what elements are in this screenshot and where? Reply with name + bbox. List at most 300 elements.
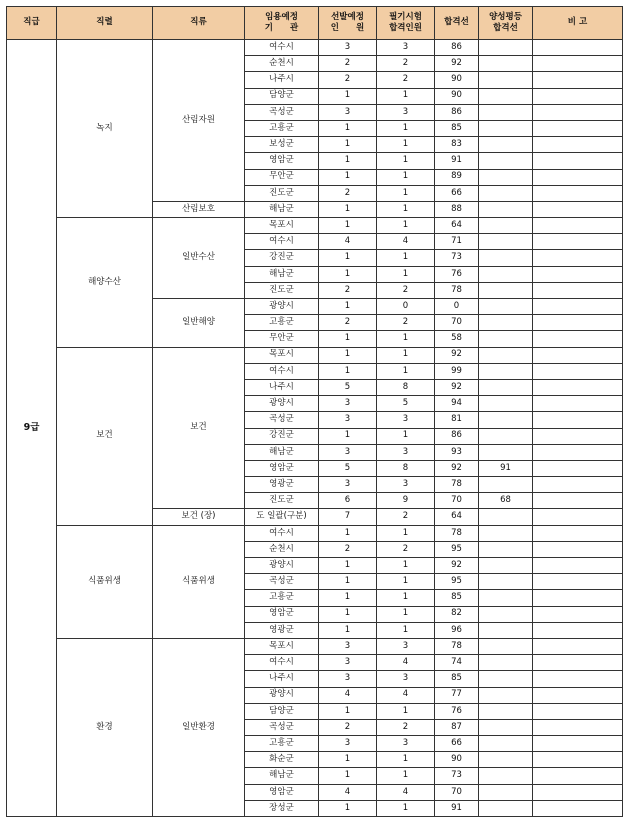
agency-cell: 목포시 bbox=[245, 638, 319, 654]
passed-count-cell: 3 bbox=[377, 477, 435, 493]
gender-equality-cutoff-cell bbox=[479, 655, 533, 671]
gender-equality-cutoff-cell bbox=[479, 509, 533, 525]
gender-equality-cutoff-cell bbox=[479, 40, 533, 56]
table-body bbox=[7, 40, 623, 817]
planned-count-cell: 2 bbox=[319, 719, 377, 735]
passed-count-cell: 3 bbox=[377, 40, 435, 56]
remarks-cell bbox=[533, 671, 623, 687]
planned-count-cell: 3 bbox=[319, 396, 377, 412]
cutoff-score-cell: 70 bbox=[435, 315, 479, 331]
gender-equality-cutoff-cell bbox=[479, 379, 533, 395]
remarks-cell bbox=[533, 234, 623, 250]
planned-count-cell: 1 bbox=[319, 250, 377, 266]
gender-equality-cutoff-cell bbox=[479, 671, 533, 687]
remarks-cell bbox=[533, 169, 623, 185]
header-planned-line1: 선발예정 bbox=[331, 11, 364, 22]
agency-cell: 고흥군 bbox=[245, 315, 319, 331]
passed-count-cell: 1 bbox=[377, 752, 435, 768]
cutoff-score-cell: 73 bbox=[435, 768, 479, 784]
remarks-cell bbox=[533, 104, 623, 120]
cutoff-score-cell: 66 bbox=[435, 736, 479, 752]
series-cell: 식품위생 bbox=[57, 525, 153, 638]
agency-cell: 도 일괄(구분) bbox=[245, 509, 319, 525]
agency-cell: 곡성군 bbox=[245, 574, 319, 590]
header-row bbox=[7, 7, 623, 40]
agency-cell: 진도군 bbox=[245, 185, 319, 201]
gender-equality-cutoff-cell bbox=[479, 412, 533, 428]
planned-count-cell: 3 bbox=[319, 638, 377, 654]
cutoff-score-cell: 85 bbox=[435, 671, 479, 687]
table-row bbox=[7, 525, 623, 541]
planned-count-cell: 7 bbox=[319, 509, 377, 525]
header-agency-line1: 임용예정 bbox=[265, 11, 298, 22]
cutoff-score-cell: 78 bbox=[435, 525, 479, 541]
gender-equality-cutoff-cell bbox=[479, 541, 533, 557]
gender-equality-cutoff-cell bbox=[479, 315, 533, 331]
passed-count-cell: 1 bbox=[377, 218, 435, 234]
gender-equality-cutoff-cell bbox=[479, 137, 533, 153]
agency-cell: 담양군 bbox=[245, 703, 319, 719]
remarks-cell bbox=[533, 72, 623, 88]
cutoff-score-cell: 82 bbox=[435, 606, 479, 622]
planned-count-cell: 3 bbox=[319, 104, 377, 120]
agency-cell: 고흥군 bbox=[245, 120, 319, 136]
remarks-cell bbox=[533, 493, 623, 509]
cutoff-score-cell: 77 bbox=[435, 687, 479, 703]
agency-cell: 여수시 bbox=[245, 40, 319, 56]
remarks-cell bbox=[533, 120, 623, 136]
header-passed-line1: 필기시험 bbox=[389, 11, 422, 22]
remarks-cell bbox=[533, 800, 623, 816]
passed-count-cell: 9 bbox=[377, 493, 435, 509]
passed-count-cell: 1 bbox=[377, 703, 435, 719]
remarks-cell bbox=[533, 784, 623, 800]
remarks-cell bbox=[533, 218, 623, 234]
header-remarks: 비 고 bbox=[533, 7, 623, 40]
planned-count-cell: 1 bbox=[319, 169, 377, 185]
exam-results-table bbox=[6, 6, 623, 817]
remarks-cell bbox=[533, 153, 623, 169]
cutoff-score-cell: 93 bbox=[435, 444, 479, 460]
cutoff-score-cell: 91 bbox=[435, 800, 479, 816]
passed-count-cell: 2 bbox=[377, 315, 435, 331]
planned-count-cell: 1 bbox=[319, 218, 377, 234]
gender-equality-cutoff-cell bbox=[479, 120, 533, 136]
passed-count-cell: 8 bbox=[377, 460, 435, 476]
gender-equality-cutoff-cell bbox=[479, 72, 533, 88]
gender-equality-cutoff-cell bbox=[479, 703, 533, 719]
remarks-cell bbox=[533, 541, 623, 557]
planned-count-cell: 1 bbox=[319, 201, 377, 217]
passed-count-cell: 1 bbox=[377, 363, 435, 379]
gender-equality-cutoff-cell bbox=[479, 606, 533, 622]
planned-count-cell: 2 bbox=[319, 185, 377, 201]
passed-count-cell: 4 bbox=[377, 784, 435, 800]
gender-equality-cutoff-cell bbox=[479, 574, 533, 590]
header-planned-line2: 인 원 bbox=[330, 23, 365, 33]
remarks-cell bbox=[533, 379, 623, 395]
remarks-cell bbox=[533, 574, 623, 590]
passed-count-cell: 1 bbox=[377, 169, 435, 185]
planned-count-cell: 3 bbox=[319, 655, 377, 671]
planned-count-cell: 1 bbox=[319, 120, 377, 136]
passed-count-cell: 8 bbox=[377, 379, 435, 395]
planned-count-cell: 6 bbox=[319, 493, 377, 509]
planned-count-cell: 1 bbox=[319, 525, 377, 541]
agency-cell: 순천시 bbox=[245, 56, 319, 72]
planned-count-cell: 1 bbox=[319, 153, 377, 169]
agency-cell: 보성군 bbox=[245, 137, 319, 153]
grade-cell: 9급 bbox=[7, 40, 57, 817]
agency-cell: 광양시 bbox=[245, 687, 319, 703]
cutoff-score-cell: 92 bbox=[435, 56, 479, 72]
gender-equality-cutoff-cell bbox=[479, 331, 533, 347]
gender-equality-cutoff-cell bbox=[479, 525, 533, 541]
cutoff-score-cell: 86 bbox=[435, 428, 479, 444]
remarks-cell bbox=[533, 444, 623, 460]
header-grade: 직급 bbox=[7, 7, 57, 40]
gender-equality-cutoff-cell bbox=[479, 218, 533, 234]
agency-cell: 장성군 bbox=[245, 800, 319, 816]
agency-cell: 광양시 bbox=[245, 396, 319, 412]
agency-cell: 나주시 bbox=[245, 671, 319, 687]
series-cell: 해양수산 bbox=[57, 218, 153, 348]
cutoff-score-cell: 81 bbox=[435, 412, 479, 428]
agency-cell: 해남군 bbox=[245, 444, 319, 460]
planned-count-cell: 1 bbox=[319, 137, 377, 153]
header-class: 직류 bbox=[153, 7, 245, 40]
cutoff-score-cell: 78 bbox=[435, 638, 479, 654]
class-cell: 일반해양 bbox=[153, 299, 245, 348]
cutoff-score-cell: 92 bbox=[435, 460, 479, 476]
planned-count-cell: 3 bbox=[319, 40, 377, 56]
gender-equality-cutoff-cell bbox=[479, 622, 533, 638]
planned-count-cell: 3 bbox=[319, 444, 377, 460]
agency-cell: 담양군 bbox=[245, 88, 319, 104]
header-planned bbox=[319, 7, 377, 40]
passed-count-cell: 3 bbox=[377, 671, 435, 687]
remarks-cell bbox=[533, 509, 623, 525]
agency-cell: 고흥군 bbox=[245, 590, 319, 606]
agency-cell: 영암군 bbox=[245, 460, 319, 476]
passed-count-cell: 2 bbox=[377, 719, 435, 735]
remarks-cell bbox=[533, 655, 623, 671]
planned-count-cell: 4 bbox=[319, 234, 377, 250]
agency-cell: 광양시 bbox=[245, 558, 319, 574]
agency-cell: 화순군 bbox=[245, 752, 319, 768]
passed-count-cell: 1 bbox=[377, 622, 435, 638]
gender-equality-cutoff-cell bbox=[479, 396, 533, 412]
agency-cell: 영광군 bbox=[245, 622, 319, 638]
cutoff-score-cell: 85 bbox=[435, 120, 479, 136]
gender-equality-cutoff-cell bbox=[479, 687, 533, 703]
planned-count-cell: 1 bbox=[319, 606, 377, 622]
remarks-cell bbox=[533, 687, 623, 703]
agency-cell: 영암군 bbox=[245, 606, 319, 622]
table-row bbox=[7, 218, 623, 234]
passed-count-cell: 1 bbox=[377, 250, 435, 266]
planned-count-cell: 1 bbox=[319, 558, 377, 574]
passed-count-cell: 1 bbox=[377, 606, 435, 622]
gender-equality-cutoff-cell bbox=[479, 800, 533, 816]
header-passed bbox=[377, 7, 435, 40]
cutoff-score-cell: 70 bbox=[435, 784, 479, 800]
gender-equality-cutoff-cell bbox=[479, 185, 533, 201]
gender-equality-cutoff-cell bbox=[479, 736, 533, 752]
agency-cell: 강진군 bbox=[245, 250, 319, 266]
gender-equality-cutoff-cell bbox=[479, 784, 533, 800]
planned-count-cell: 1 bbox=[319, 703, 377, 719]
passed-count-cell: 1 bbox=[377, 800, 435, 816]
gender-equality-cutoff-cell bbox=[479, 558, 533, 574]
passed-count-cell: 1 bbox=[377, 331, 435, 347]
agency-cell: 곡성군 bbox=[245, 104, 319, 120]
header-passed-line2: 합격인원 bbox=[389, 23, 422, 33]
cutoff-score-cell: 96 bbox=[435, 622, 479, 638]
agency-cell: 해남군 bbox=[245, 201, 319, 217]
passed-count-cell: 2 bbox=[377, 541, 435, 557]
passed-count-cell: 0 bbox=[377, 299, 435, 315]
gender-equality-cutoff-cell bbox=[479, 250, 533, 266]
planned-count-cell: 1 bbox=[319, 347, 377, 363]
agency-cell: 곡성군 bbox=[245, 719, 319, 735]
remarks-cell bbox=[533, 331, 623, 347]
cutoff-score-cell: 94 bbox=[435, 396, 479, 412]
remarks-cell bbox=[533, 525, 623, 541]
remarks-cell bbox=[533, 460, 623, 476]
header-agency bbox=[245, 7, 319, 40]
remarks-cell bbox=[533, 477, 623, 493]
cutoff-score-cell: 85 bbox=[435, 590, 479, 606]
cutoff-score-cell: 76 bbox=[435, 703, 479, 719]
passed-count-cell: 2 bbox=[377, 282, 435, 298]
remarks-cell bbox=[533, 299, 623, 315]
gender-equality-cutoff-cell bbox=[479, 56, 533, 72]
remarks-cell bbox=[533, 719, 623, 735]
agency-cell: 해남군 bbox=[245, 266, 319, 282]
planned-count-cell: 3 bbox=[319, 736, 377, 752]
gender-equality-cutoff-cell bbox=[479, 752, 533, 768]
agency-cell: 무안군 bbox=[245, 169, 319, 185]
agency-cell: 진도군 bbox=[245, 493, 319, 509]
gender-equality-cutoff-cell bbox=[479, 201, 533, 217]
agency-cell: 무안군 bbox=[245, 331, 319, 347]
class-cell: 일반환경 bbox=[153, 638, 245, 816]
passed-count-cell: 4 bbox=[377, 234, 435, 250]
remarks-cell bbox=[533, 185, 623, 201]
gender-equality-cutoff-cell bbox=[479, 444, 533, 460]
passed-count-cell: 3 bbox=[377, 412, 435, 428]
cutoff-score-cell: 92 bbox=[435, 379, 479, 395]
planned-count-cell: 1 bbox=[319, 363, 377, 379]
remarks-cell bbox=[533, 428, 623, 444]
remarks-cell bbox=[533, 201, 623, 217]
planned-count-cell: 4 bbox=[319, 784, 377, 800]
cutoff-score-cell: 91 bbox=[435, 153, 479, 169]
gender-equality-cutoff-cell bbox=[479, 104, 533, 120]
remarks-cell bbox=[533, 266, 623, 282]
table-row bbox=[7, 347, 623, 363]
agency-cell: 고흥군 bbox=[245, 736, 319, 752]
gender-equality-cutoff-cell: 68 bbox=[479, 493, 533, 509]
remarks-cell bbox=[533, 606, 623, 622]
planned-count-cell: 1 bbox=[319, 574, 377, 590]
gender-equality-cutoff-cell bbox=[479, 347, 533, 363]
passed-count-cell: 4 bbox=[377, 655, 435, 671]
header-gender-line2: 합격선 bbox=[493, 23, 518, 33]
agency-cell: 영암군 bbox=[245, 784, 319, 800]
agency-cell: 순천시 bbox=[245, 541, 319, 557]
cutoff-score-cell: 86 bbox=[435, 104, 479, 120]
agency-cell: 곡성군 bbox=[245, 412, 319, 428]
cutoff-score-cell: 90 bbox=[435, 72, 479, 88]
remarks-cell bbox=[533, 282, 623, 298]
passed-count-cell: 1 bbox=[377, 201, 435, 217]
passed-count-cell: 1 bbox=[377, 266, 435, 282]
passed-count-cell: 1 bbox=[377, 347, 435, 363]
planned-count-cell: 1 bbox=[319, 428, 377, 444]
cutoff-score-cell: 0 bbox=[435, 299, 479, 315]
planned-count-cell: 1 bbox=[319, 331, 377, 347]
planned-count-cell: 1 bbox=[319, 299, 377, 315]
gender-equality-cutoff-cell bbox=[479, 234, 533, 250]
gender-equality-cutoff-cell: 91 bbox=[479, 460, 533, 476]
remarks-cell bbox=[533, 590, 623, 606]
cutoff-score-cell: 90 bbox=[435, 752, 479, 768]
gender-equality-cutoff-cell bbox=[479, 363, 533, 379]
planned-count-cell: 3 bbox=[319, 477, 377, 493]
agency-cell: 해남군 bbox=[245, 768, 319, 784]
cutoff-score-cell: 88 bbox=[435, 201, 479, 217]
class-cell: 산림보호 bbox=[153, 201, 245, 217]
cutoff-score-cell: 58 bbox=[435, 331, 479, 347]
remarks-cell bbox=[533, 315, 623, 331]
cutoff-score-cell: 90 bbox=[435, 88, 479, 104]
passed-count-cell: 1 bbox=[377, 137, 435, 153]
agency-cell: 광양시 bbox=[245, 299, 319, 315]
results-table-container bbox=[6, 6, 623, 817]
series-cell: 보건 bbox=[57, 347, 153, 525]
passed-count-cell: 1 bbox=[377, 574, 435, 590]
agency-cell: 여수시 bbox=[245, 655, 319, 671]
gender-equality-cutoff-cell bbox=[479, 477, 533, 493]
class-cell: 식품위생 bbox=[153, 525, 245, 638]
passed-count-cell: 4 bbox=[377, 687, 435, 703]
passed-count-cell: 1 bbox=[377, 428, 435, 444]
cutoff-score-cell: 89 bbox=[435, 169, 479, 185]
class-cell: 보건 bbox=[153, 347, 245, 509]
gender-equality-cutoff-cell bbox=[479, 590, 533, 606]
gender-equality-cutoff-cell bbox=[479, 282, 533, 298]
cutoff-score-cell: 73 bbox=[435, 250, 479, 266]
passed-count-cell: 3 bbox=[377, 444, 435, 460]
gender-equality-cutoff-cell bbox=[479, 169, 533, 185]
planned-count-cell: 2 bbox=[319, 315, 377, 331]
cutoff-score-cell: 74 bbox=[435, 655, 479, 671]
planned-count-cell: 3 bbox=[319, 671, 377, 687]
remarks-cell bbox=[533, 250, 623, 266]
header-cutoff: 합격선 bbox=[435, 7, 479, 40]
planned-count-cell: 3 bbox=[319, 412, 377, 428]
remarks-cell bbox=[533, 622, 623, 638]
planned-count-cell: 1 bbox=[319, 800, 377, 816]
passed-count-cell: 3 bbox=[377, 736, 435, 752]
passed-count-cell: 1 bbox=[377, 153, 435, 169]
cutoff-score-cell: 92 bbox=[435, 347, 479, 363]
planned-count-cell: 5 bbox=[319, 460, 377, 476]
header-gender bbox=[479, 7, 533, 40]
remarks-cell bbox=[533, 137, 623, 153]
remarks-cell bbox=[533, 703, 623, 719]
passed-count-cell: 3 bbox=[377, 638, 435, 654]
planned-count-cell: 4 bbox=[319, 687, 377, 703]
remarks-cell bbox=[533, 88, 623, 104]
cutoff-score-cell: 66 bbox=[435, 185, 479, 201]
cutoff-score-cell: 78 bbox=[435, 477, 479, 493]
planned-count-cell: 1 bbox=[319, 768, 377, 784]
agency-cell: 여수시 bbox=[245, 234, 319, 250]
gender-equality-cutoff-cell bbox=[479, 266, 533, 282]
passed-count-cell: 5 bbox=[377, 396, 435, 412]
cutoff-score-cell: 76 bbox=[435, 266, 479, 282]
passed-count-cell: 1 bbox=[377, 525, 435, 541]
series-cell: 녹지 bbox=[57, 40, 153, 218]
header-agency-line2: 기 관 bbox=[264, 23, 299, 33]
agency-cell: 여수시 bbox=[245, 525, 319, 541]
cutoff-score-cell: 78 bbox=[435, 282, 479, 298]
remarks-cell bbox=[533, 638, 623, 654]
class-cell: 보건 (장) bbox=[153, 509, 245, 525]
cutoff-score-cell: 71 bbox=[435, 234, 479, 250]
remarks-cell bbox=[533, 736, 623, 752]
gender-equality-cutoff-cell bbox=[479, 638, 533, 654]
passed-count-cell: 1 bbox=[377, 768, 435, 784]
planned-count-cell: 1 bbox=[319, 266, 377, 282]
passed-count-cell: 2 bbox=[377, 72, 435, 88]
passed-count-cell: 3 bbox=[377, 104, 435, 120]
passed-count-cell: 1 bbox=[377, 185, 435, 201]
gender-equality-cutoff-cell bbox=[479, 719, 533, 735]
cutoff-score-cell: 83 bbox=[435, 137, 479, 153]
passed-count-cell: 1 bbox=[377, 120, 435, 136]
agency-cell: 진도군 bbox=[245, 282, 319, 298]
remarks-cell bbox=[533, 558, 623, 574]
agency-cell: 영광군 bbox=[245, 477, 319, 493]
cutoff-score-cell: 64 bbox=[435, 509, 479, 525]
planned-count-cell: 1 bbox=[319, 622, 377, 638]
gender-equality-cutoff-cell bbox=[479, 153, 533, 169]
remarks-cell bbox=[533, 768, 623, 784]
cutoff-score-cell: 64 bbox=[435, 218, 479, 234]
gender-equality-cutoff-cell bbox=[479, 299, 533, 315]
agency-cell: 영암군 bbox=[245, 153, 319, 169]
planned-count-cell: 1 bbox=[319, 590, 377, 606]
planned-count-cell: 1 bbox=[319, 752, 377, 768]
remarks-cell bbox=[533, 56, 623, 72]
cutoff-score-cell: 92 bbox=[435, 558, 479, 574]
planned-count-cell: 2 bbox=[319, 541, 377, 557]
passed-count-cell: 2 bbox=[377, 56, 435, 72]
gender-equality-cutoff-cell bbox=[479, 88, 533, 104]
cutoff-score-cell: 99 bbox=[435, 363, 479, 379]
gender-equality-cutoff-cell bbox=[479, 768, 533, 784]
table-row bbox=[7, 40, 623, 56]
header-series: 직렬 bbox=[57, 7, 153, 40]
cutoff-score-cell: 70 bbox=[435, 493, 479, 509]
class-cell: 일반수산 bbox=[153, 218, 245, 299]
passed-count-cell: 1 bbox=[377, 590, 435, 606]
planned-count-cell: 2 bbox=[319, 56, 377, 72]
